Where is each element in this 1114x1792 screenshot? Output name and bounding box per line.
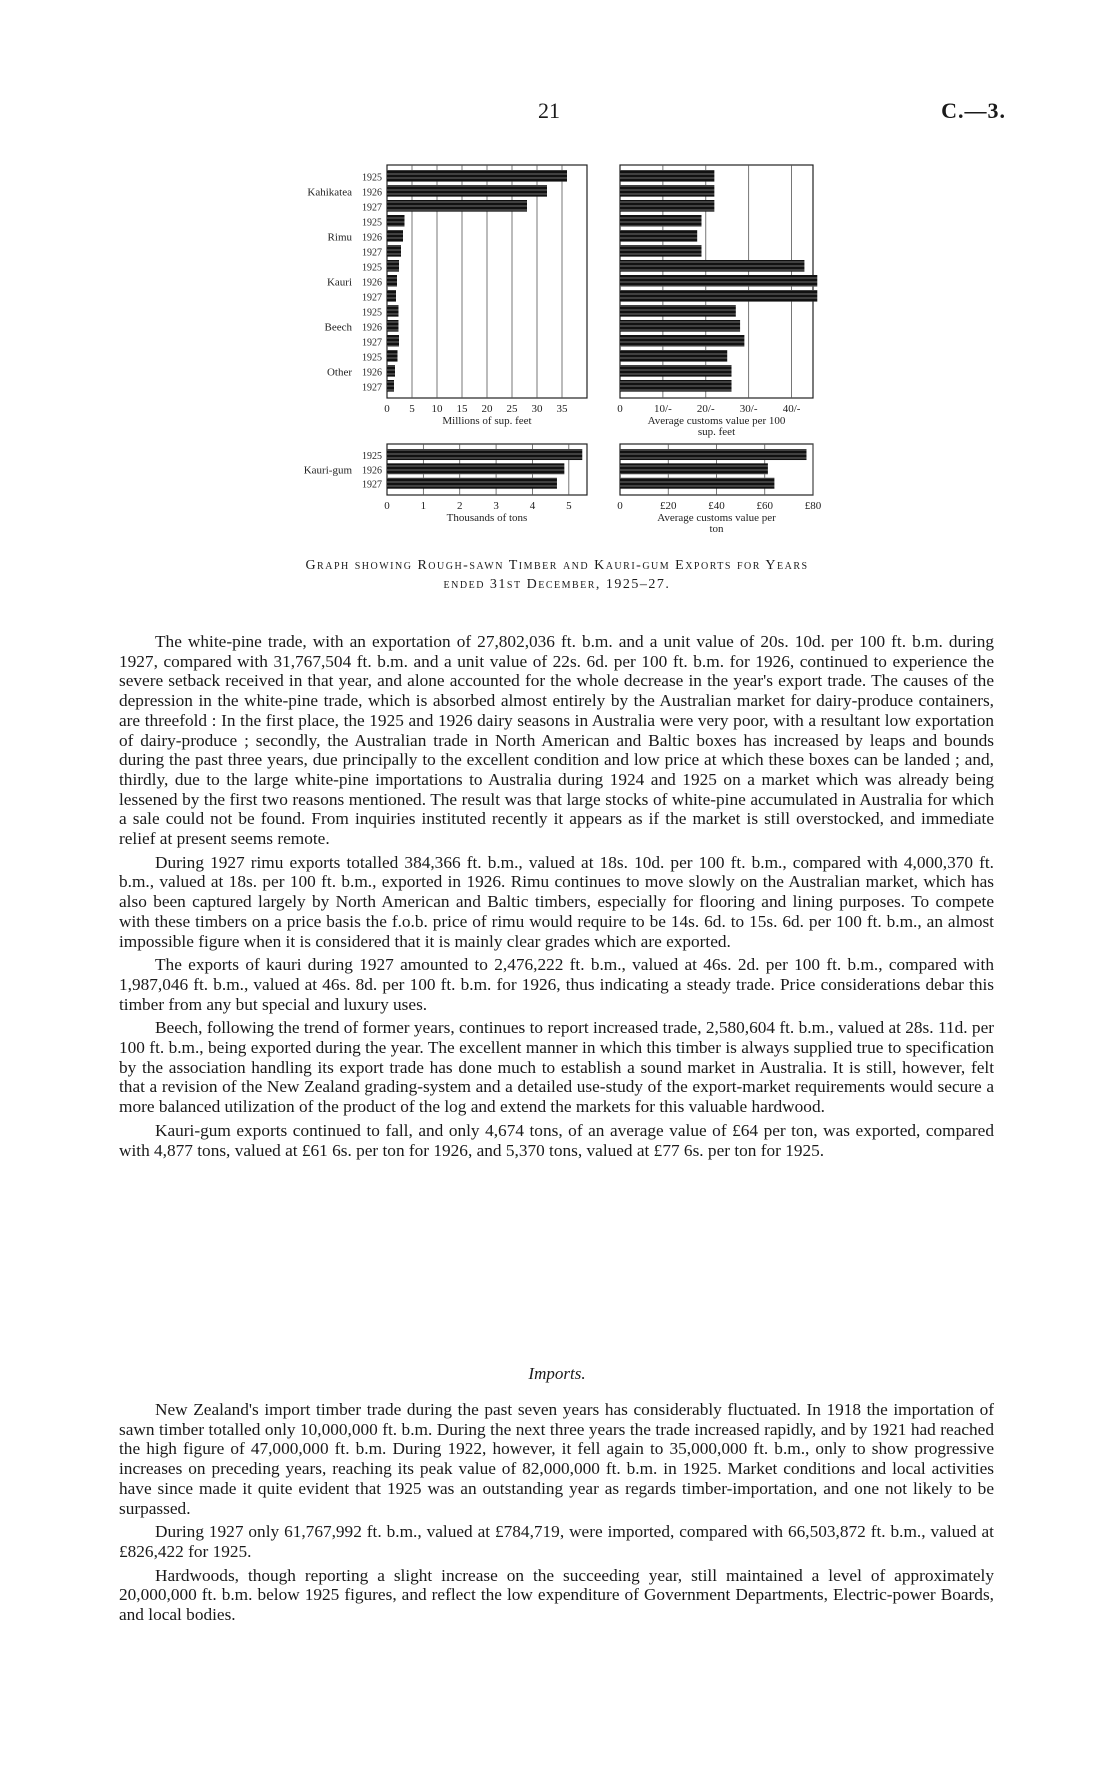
bar-kauri-1926-timber-value: [620, 275, 817, 287]
gum-value-tick-label: £60: [756, 500, 773, 512]
gum-quantity-axis-label: Thousands of tons: [446, 512, 528, 524]
paragraph-beech: Beech, following the trend of former years, continues to report increased trade, 2,580,604 ft. b.m., valued at 28s. 11d. per 100 ft. b.m., being exported during the year. The excellent manner in which this timber is always supplied true to specification by the association handling its export trade has done much to establish a sound market in Australia. It is still, however, felt that a revision of the New Zealand grading-system and a detailed use-study of the export-market requirements would secure a more balanced utilization of the product of the log and extend the markets for this valuable hardwood.: [119, 1018, 994, 1117]
bar-beech-1927-timber-quantity: [387, 335, 399, 347]
timber-value-axis-label: sup. feet: [697, 426, 736, 438]
bar-kauri-gum-1926-gum-value: [620, 463, 768, 474]
bar-kahikatea-1925-timber-quantity: [387, 170, 567, 182]
category-label: Kauri: [326, 276, 352, 289]
year-label: 1925: [362, 307, 382, 319]
bar-kauri-1927-timber-value: [620, 290, 817, 302]
caption-line-1: Graph showing Rough-sawn Timber and Kauri-gum Exports for Years: [305, 558, 809, 573]
timber-value-tick-label: 0: [617, 403, 623, 415]
year-label: 1927: [362, 382, 382, 394]
paragraph-white-pine: The white-pine trade, with an exportation of 27,802,036 ft. b.m. and a unit value of 20s. 10d. per 100 ft. b.m. during 1927, compared with 31,767,504 ft. b.m. and a unit value of 22s. 6d. per 100 ft. b.m. for 1926, continued to experience the severe setback received in that year, and alone accounted for the whole decrease in the year's export trade. The causes of the depression in the white-pine trade, which is absorbed almost entirely by the Australian market for dairy-produce containers, are threefold : In the first place, the 1925 and 1926 dairy seasons in Australia were very poor, with a resultant low exportation of dairy-produce ; secondly, the Australian trade in North American and Baltic boxes has increased by leaps and bounds during the past three years, due principally to the excellent condition and low price at which these boxes can be landed ; and, thirdly, due to the large white-pine importations to Australia during 1924 and 1925 on a market which was already being lessened by the first two reasons mentioned. The result was that large stocks of white-pine accumulated in Australia for which a sale could not be found. From inquiries instituted recently it appears as if the market is still overstocked, and immediate relief at present seems remote.: [119, 632, 994, 849]
page-number: 21: [538, 98, 560, 123]
bar-rimu-1926-timber-value: [620, 230, 697, 242]
category-label: Other: [326, 366, 352, 379]
year-label: 1927: [362, 247, 382, 259]
year-label: 1926: [362, 232, 382, 244]
bar-other-1925-timber-value: [620, 350, 727, 362]
year-label: 1925: [362, 172, 382, 184]
bar-kauri-1927-timber-quantity: [387, 290, 396, 302]
bar-kahikatea-1927-timber-quantity: [387, 200, 527, 212]
year-label: 1926: [362, 465, 382, 477]
gum-value-tick-label: £80: [804, 500, 822, 512]
gum-quantity-tick-label: 5: [566, 500, 572, 512]
category-label: Beech: [324, 321, 352, 334]
bar-other-1926-timber-quantity: [387, 365, 395, 377]
bar-kauri-gum-1925-gum-quantity: [387, 449, 582, 460]
paragraph-kauri-gum: Kauri-gum exports continued to fall, and only 4,674 tons, of an average value of £64 per ton, was exported, compared with 4,877 tons, valued at £61 6s. per ton for 1926, and 5,370 tons, valued at £77 6s. per ton for 1925.: [119, 1120, 994, 1160]
timber-value-tick-label: 40/-: [782, 403, 801, 415]
year-label: 1925: [362, 217, 382, 229]
timber-value-axis-label: Average customs value per 100: [647, 415, 786, 427]
year-label: 1927: [362, 202, 382, 214]
paragraph-imports-history: New Zealand's import timber trade during the past seven years has considerably fluctuated. In 1918 the importation of sawn timber totalled only 10,000,000 ft. b.m. During the next three years the trade increased rapidly, and by 1921 had reached the high figure of 47,000,000 ft. b.m. During 1922, however, it fell again to 35,000,000 ft. b.m., only to show progressive increases on preceding years, reaching its peak value of 82,000,000 ft. b.m. in 1925. Market conditions and local activities have since made it quite evident that 1925 was an outstanding year as regards timber-importation, and one not likely to be surpassed.: [119, 1400, 994, 1518]
gum-value-axis-label: Average customs value per: [657, 512, 776, 524]
timber-quantity-tick-label: 30: [531, 403, 543, 415]
bar-kauri-gum-1925-gum-value: [620, 449, 806, 460]
bar-beech-1926-timber-value: [620, 320, 740, 332]
timber-value-tick-label: 20/-: [696, 403, 715, 415]
timber-value-tick-label: 10/-: [654, 403, 672, 415]
timber-quantity-tick-label: 15: [456, 403, 468, 415]
gum-quantity-tick-label: 4: [529, 500, 536, 512]
bar-kauri-1926-timber-quantity: [387, 275, 397, 287]
timber-quantity-tick-label: 35: [556, 403, 568, 415]
gum-value-tick-label: £40: [708, 500, 725, 512]
gum-quantity-tick-label: 0: [384, 500, 390, 512]
bar-rimu-1927-timber-value: [620, 245, 701, 257]
bar-kahikatea-1926-timber-value: [620, 185, 714, 197]
timber-quantity-tick-label: 25: [506, 403, 518, 415]
exports-text: [119, 632, 994, 1164]
bar-kauri-1925-timber-quantity: [387, 260, 399, 272]
imports-text: [119, 1400, 994, 1629]
gum-quantity-tick-label: 1: [420, 500, 427, 512]
imports-heading: Imports.: [528, 1364, 586, 1383]
bar-other-1927-timber-quantity: [387, 380, 394, 392]
gum-quantity-tick-label: 3: [493, 500, 499, 512]
year-label: 1927: [362, 479, 382, 491]
bar-beech-1925-timber-value: [620, 305, 736, 317]
gum-value-tick-label: 0: [617, 500, 623, 512]
category-label: Rimu: [327, 231, 352, 244]
year-label: 1927: [362, 292, 382, 304]
paragraph-hardwoods: Hardwoods, though reporting a slight increase on the succeeding year, still maintained a level of approximately 20,000,000 ft. b.m. below 1925 figures, and reflect the low expenditure of Government Departments, Electric-power Boards, and local bodies.: [119, 1565, 994, 1625]
page-reference: C.—3.: [941, 98, 1006, 123]
bar-other-1927-timber-value: [620, 380, 732, 392]
year-label: 1925: [362, 451, 382, 463]
year-label: 1926: [362, 367, 382, 379]
timber-quantity-axis-label: Millions of sup. feet: [442, 415, 532, 427]
year-label: 1926: [362, 322, 382, 334]
bar-other-1926-timber-value: [620, 365, 732, 377]
bar-beech-1926-timber-quantity: [387, 320, 399, 332]
bar-rimu-1925-timber-value: [620, 215, 701, 227]
bar-kauri-gum-1927-gum-value: [620, 478, 774, 489]
bar-rimu-1926-timber-quantity: [387, 230, 403, 242]
category-label: Kauri-gum: [303, 464, 352, 477]
timber-quantity-tick-label: 5: [409, 403, 415, 415]
year-label: 1926: [362, 187, 382, 199]
timber-quantity-tick-label: 20: [481, 403, 493, 415]
timber-quantity-tick-label: 0: [384, 403, 390, 415]
year-label: 1927: [362, 337, 382, 349]
timber-quantity-tick-label: 10: [431, 403, 443, 415]
paragraph-rimu: During 1927 rimu exports totalled 384,366 ft. b.m., valued at 18s. 10d. per 100 ft. b.m., compared with 4,000,370 ft. b.m., valued at 18s. per 100 ft. b.m., exported in 1926. Rimu continues to move slowly on the Australian market, which has also been captured largely by North American and Baltic timbers, especially for flooring and lining purposes. To compete with these timbers on a price basis the f.o.b. price of rimu would require to be 14s. 6d. to 15s. 6d. per 100 ft. b.m., an almost impossible figure when it is considered that it is mainly clear grades which are exported.: [119, 852, 994, 951]
graph-caption: [190, 556, 924, 594]
caption-line-2: ended 31st December, 1925–27.: [443, 577, 671, 592]
bar-kahikatea-1926-timber-quantity: [387, 185, 547, 197]
year-label: 1925: [362, 352, 382, 364]
gum-quantity-tick-label: 2: [456, 500, 463, 512]
bar-kauri-gum-1927-gum-quantity: [387, 478, 557, 489]
bar-other-1925-timber-quantity: [387, 350, 398, 362]
gum-value-axis-label: ton: [709, 523, 724, 535]
bar-kahikatea-1925-timber-value: [620, 170, 714, 182]
bar-kauri-1925-timber-value: [620, 260, 804, 272]
bar-kahikatea-1927-timber-value: [620, 200, 714, 212]
category-label: Kahikatea: [307, 186, 352, 199]
export-graph: [0, 0, 1114, 560]
bar-kauri-gum-1926-gum-quantity: [387, 463, 564, 474]
bar-rimu-1925-timber-quantity: [387, 215, 405, 227]
paragraph-kauri: The exports of kauri during 1927 amounted to 2,476,222 ft. b.m., valued at 46s. 2d. per 100 ft. b.m., compared with 1,987,046 ft. b.m., valued at 46s. 8d. per 100 ft. b.m. for 1926, thus indicating a steady trade. Price considerations debar this timber from any but special and luxury uses.: [119, 955, 994, 1014]
bar-beech-1925-timber-quantity: [387, 305, 399, 317]
bar-beech-1927-timber-value: [620, 335, 744, 347]
year-label: 1926: [362, 277, 382, 289]
year-label: 1925: [362, 262, 382, 274]
bar-rimu-1927-timber-quantity: [387, 245, 401, 257]
paragraph-imports-1927: During 1927 only 61,767,992 ft. b.m., valued at £784,719, were imported, compared with 66,503,872 ft. b.m., valued at £826,422 for 1925.: [119, 1522, 994, 1561]
timber-value-tick-label: 30/-: [739, 403, 758, 415]
gum-value-tick-label: £20: [660, 500, 677, 512]
